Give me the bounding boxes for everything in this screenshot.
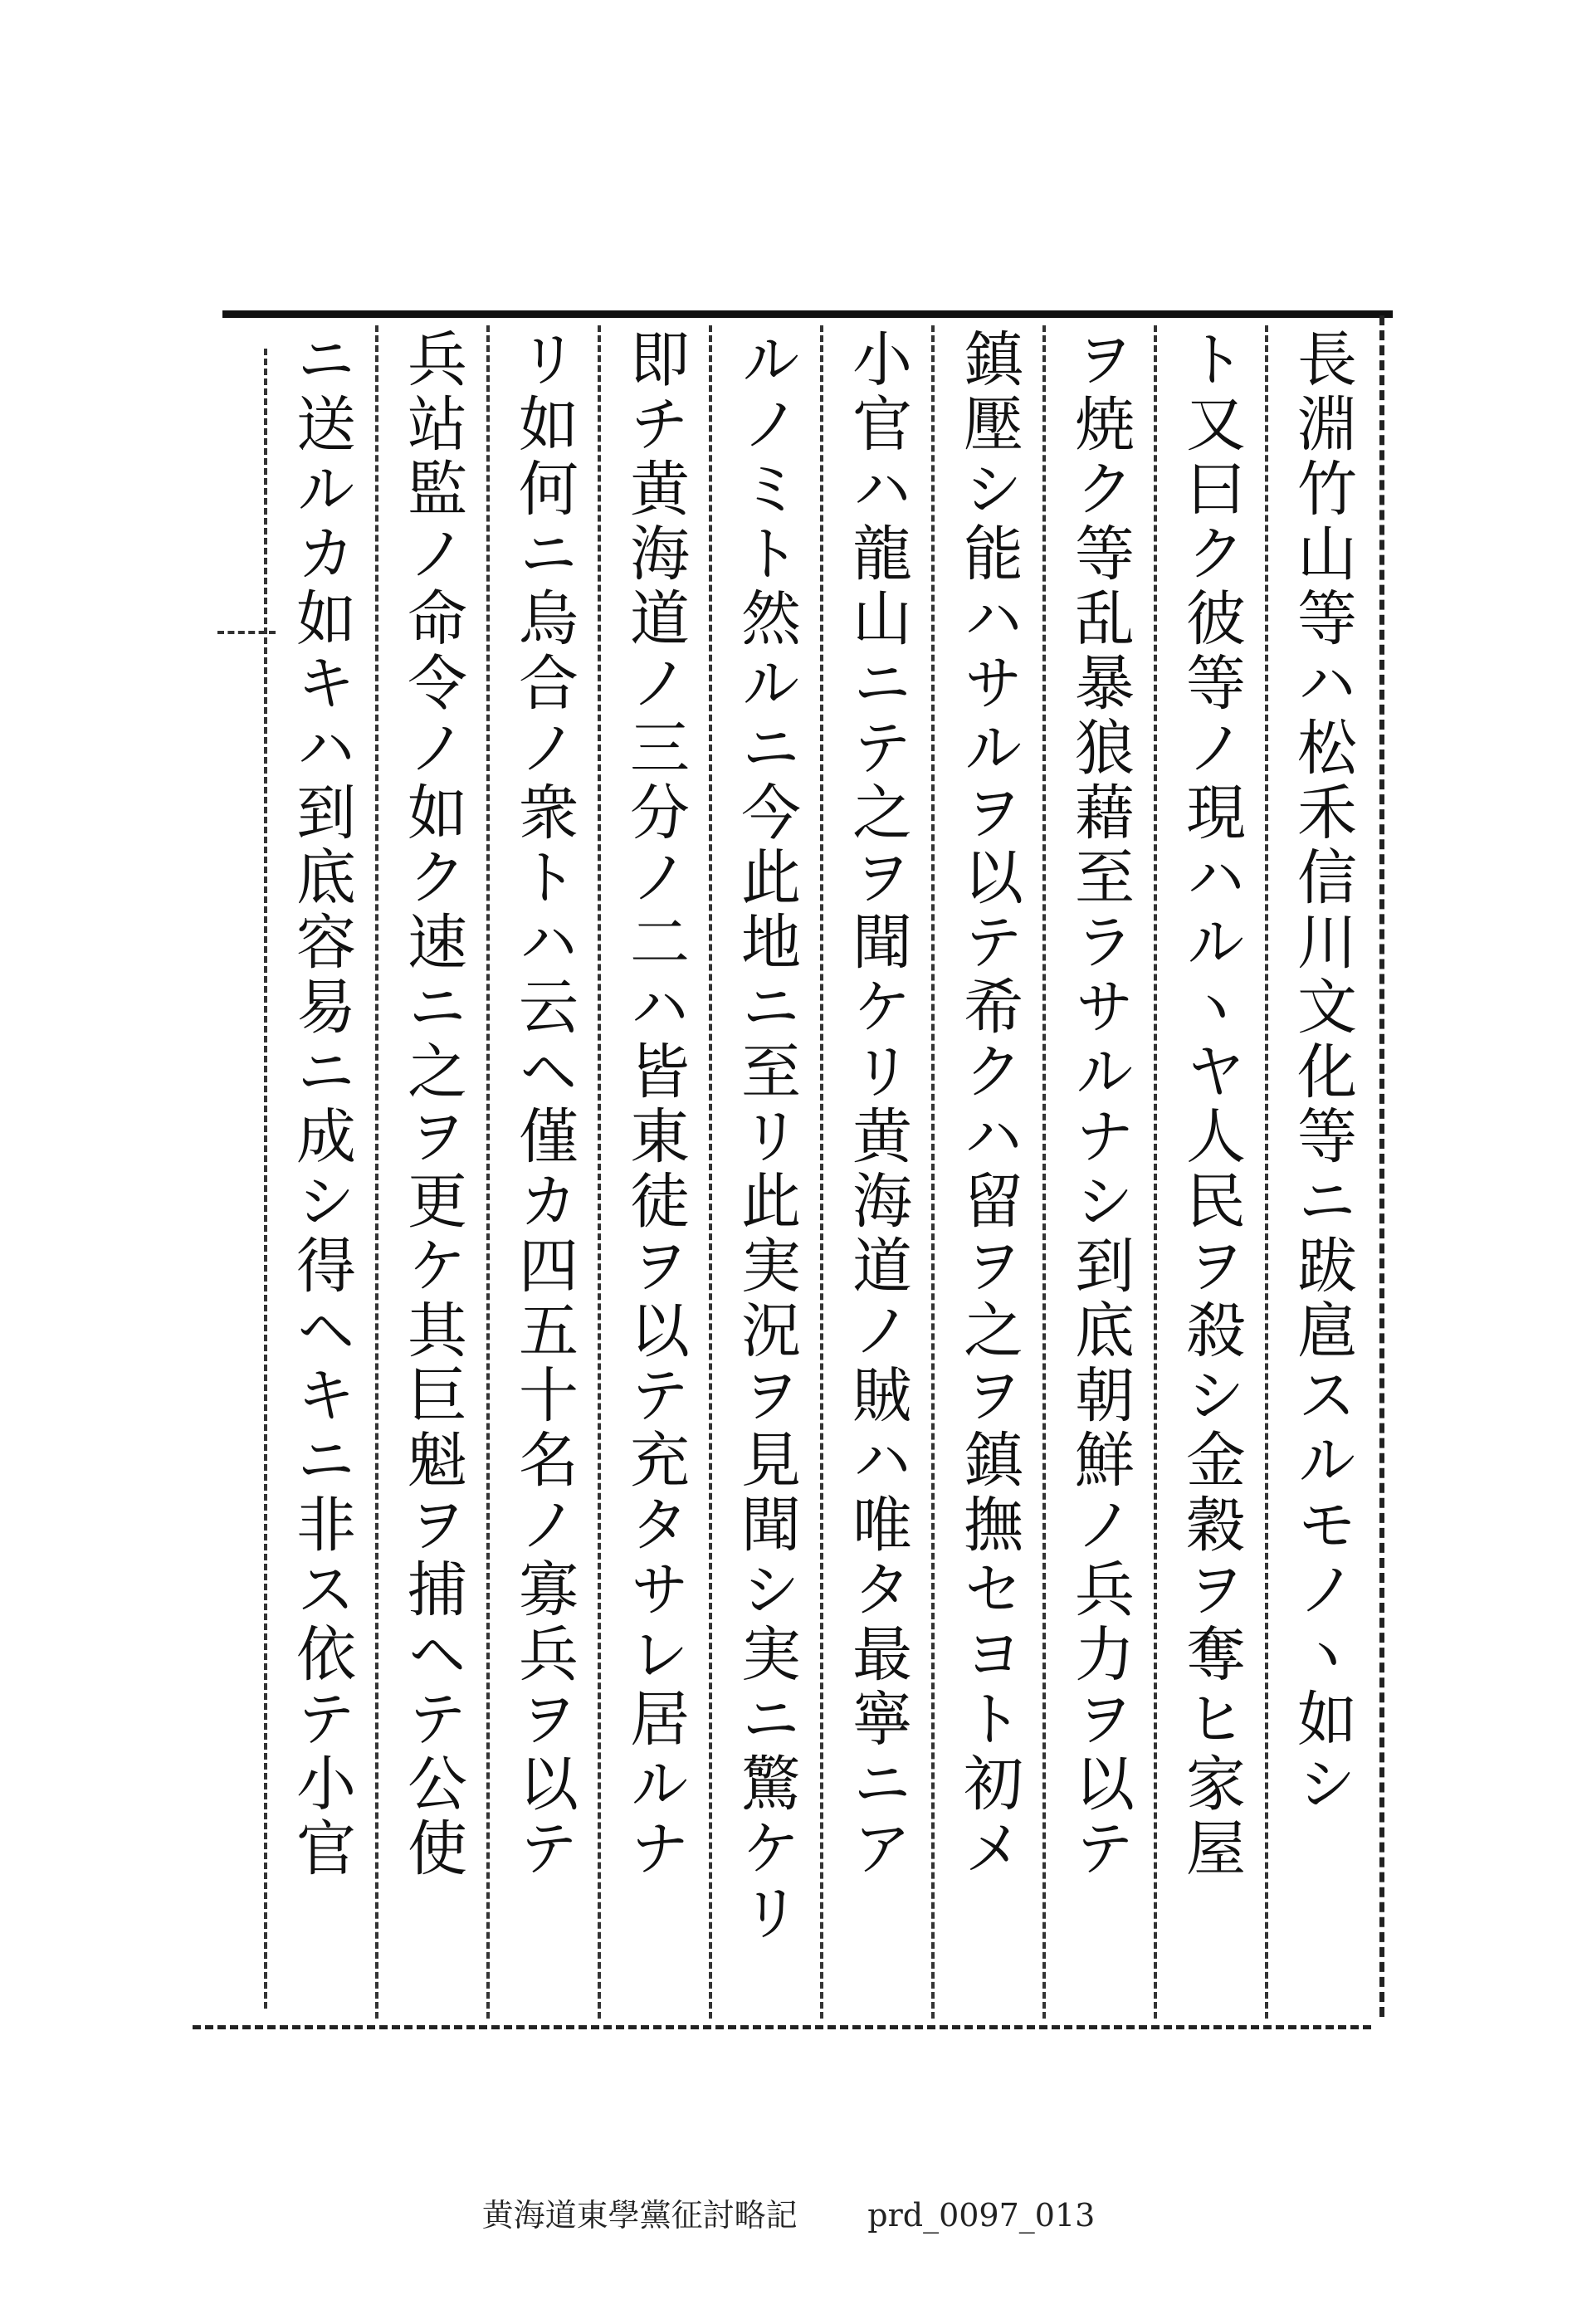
right-border-rule (1379, 315, 1384, 2017)
bottom-border-rule (193, 2025, 1371, 2029)
page-footer (0, 2190, 1577, 2235)
footer-title: 黄海道東學黨征討略記 (481, 2197, 798, 2234)
text-column-7: 即チ黄海道ノ三分ノ二ハ皆東徒ヲ以テ充タサレ居ルナ (620, 328, 690, 1882)
text-column-1: 長淵竹山等ハ松禾信川文化等ニ跋扈スルモノヽ如シ (1287, 328, 1357, 1817)
text-column-10: ニ送ルカ如キハ到底容易ニ成シ得ヘキニ非ス依テ小官 (286, 328, 356, 1882)
text-column-4: 鎮壓シ能ハサルヲ以テ希クハ留ヲ之ヲ鎮撫セヨト初メ (954, 328, 1023, 1882)
text-column-9: 兵站監ノ命令ノ如ク速ニ之ヲ更ケ其巨魁ヲ捕ヘテ公使 (398, 328, 467, 1882)
text-column-2: ト又曰ク彼等ノ現ハルヽヤ人民ヲ殺シ金穀ヲ奪ヒ家屋 (1176, 328, 1246, 1882)
top-border-rule (222, 310, 1393, 318)
footer-code: prd_0097_013 (867, 2197, 1096, 2234)
manuscript-text-block (266, 328, 1378, 2021)
text-column-8: リ如何ニ烏合ノ衆トハ云ヘ僅カ四五十名ノ寡兵ヲ以テ (509, 328, 579, 1882)
text-column-3: ヲ焼ク等乱暴狼藉至ラサルナシ到底朝鮮ノ兵力ヲ以テ (1065, 328, 1135, 1882)
text-column-6: ルノミト然ルニ今此地ニ至リ此実況ヲ見聞シ実ニ驚ケリ (731, 328, 801, 1946)
text-column-5: 小官ハ龍山ニテ之ヲ聞ケリ黄海道ノ賊ハ唯タ最寧ニア (842, 328, 912, 1882)
